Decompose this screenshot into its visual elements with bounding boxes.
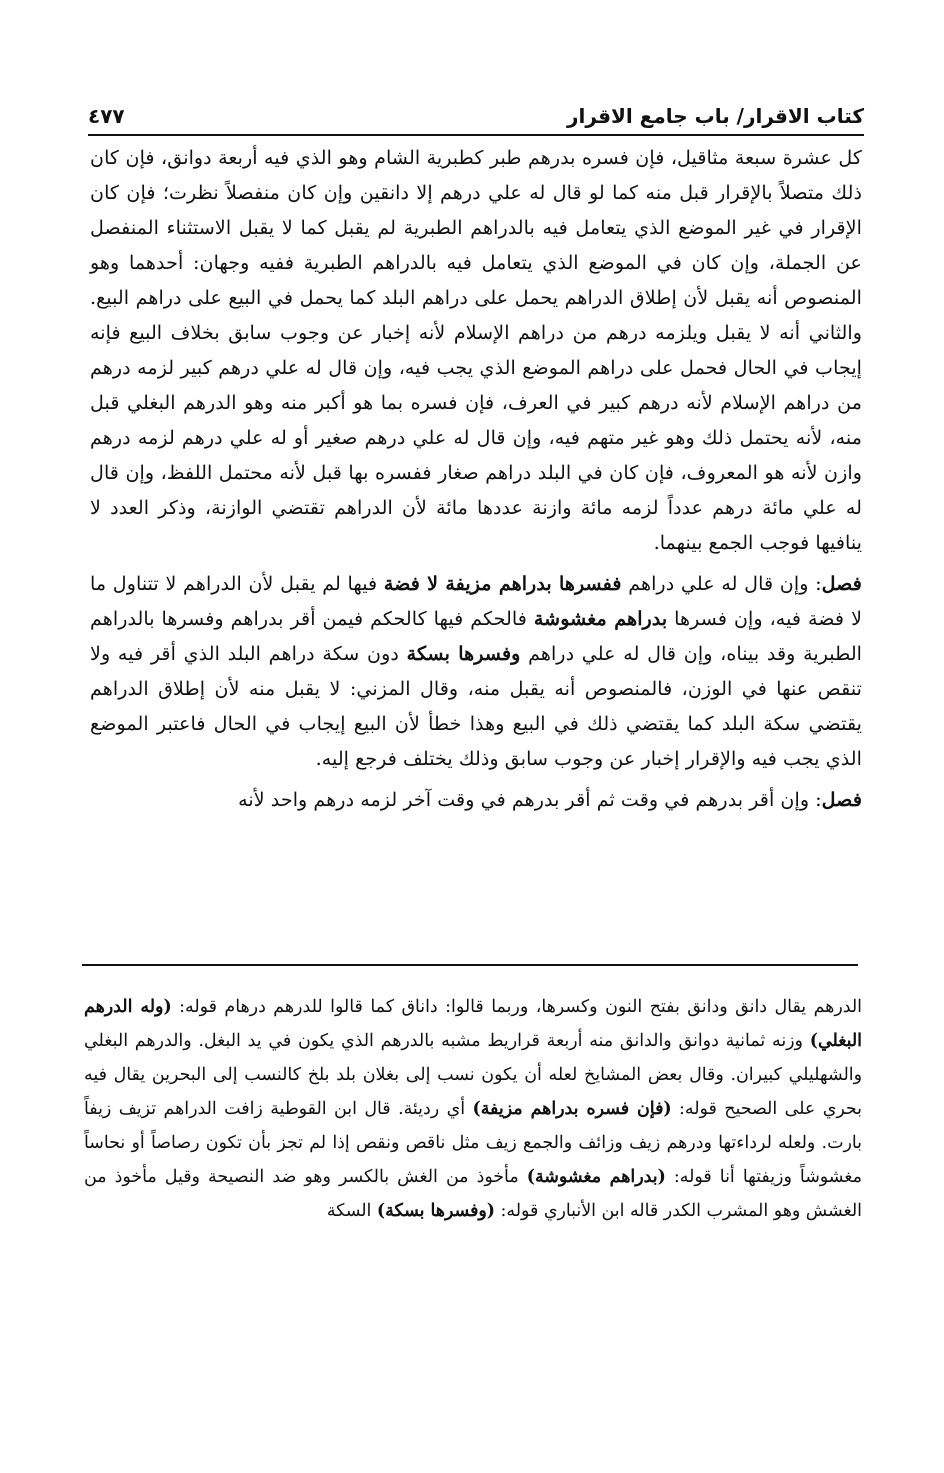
- paragraph-2: [90, 566, 862, 776]
- main-text: [90, 140, 862, 823]
- footnotes: [84, 990, 862, 1228]
- text-run: فيها لم يقبل لأن الدراهم لا تتناول ما لا فضة فيه، وإن فسرها: [90, 572, 863, 630]
- running-title: كتاب الاقرار/ باب جامع الاقرار: [567, 104, 864, 128]
- text-run: : وإن قال له علي دراهم: [621, 572, 822, 595]
- bold-phrase: (فإن فسره بدراهم مزيفة): [472, 1099, 672, 1119]
- bold-phrase: (وفسرها بسكة): [376, 1201, 496, 1221]
- footnote-divider: [82, 964, 858, 966]
- text-run: مأخوذ من الغش بالكسر وهو ضد النصيحة وقيل مأخوذ من الغشش وهو المشرب الكدر قاله ابن الأنباري قوله:: [84, 1167, 862, 1221]
- paragraph-1: كل عشرة سبعة مثاقيل، فإن فسره بدرهم طبر كطبرية الشام وهو الذي فيه أربعة دوانق، فإن كان ذلك متصلاً بالإقرار قبل منه كما لو قال له علي درهم إلا دانقين وإن كان منفصلاً نظرت؛ فإن كان الإقرار في غير الموضع الذي يتعامل فيه بالدراهم الطبرية لم يقبل كما لا يقبل الاستثناء المنفصل عن الجملة، وإن كان في الموضع الذي يتعامل فيه بالدراهم الطبرية ففيه وجهان: أحدهما وهو المنصوص أنه يقبل لأن إطلاق الدراهم يحمل على دراهم البلد كما يحمل في البيع على دراهم البيع. والثاني أنه لا يقبل ويلزمه درهم من دراهم الإسلام لأنه إخبار عن وجوب سابق بخلاف البيع فإنه إيجاب في الحال فحمل على دراهم الموضع الذي يجب فيه، وإن قال له علي درهم كبير لزمه درهم من دراهم الإسلام لأنه درهم كبير في العرف، فإن فسره بما هو أكبر منه وهو الدرهم البغلي قبل منه، لأنه يحتمل ذلك وهو غير متهم فيه، وإن قال له علي درهم صغير أو له علي درهم لزمه درهم وازن لأنه هو المعروف، فإن كان في البلد دراهم صغار ففسره بها قبل لأنه محتمل اللفظ، وإن قال له علي مائة درهم عدداً لزمه مائة وازنة عددها مائة لأن الدراهم تقتضي الوازنة، وذكر العدد لا ينافيها فوجب الجمع بينهما.: [90, 146, 862, 554]
- section-label: فصل: [821, 788, 862, 811]
- bold-phrase: بدراهم مغشوشة: [533, 607, 668, 630]
- section-label: فصل: [821, 572, 862, 595]
- bold-phrase: (وله الدرهم البغلي): [84, 997, 862, 1051]
- page-number: ٤٧٧: [88, 104, 125, 128]
- text-run: وزنه ثمانية دوانق والدانق منه أربعة قراريط مشبه بالدرهم الذي يكون في يد البغل. والدرهم البغلي والشهليلي كبيران. وقال بعض المشايخ لعله أن يكون نسب إلى بغلان بلد بلخ كالنسب إلى البحرين يقال فيه بحري على الصحيح قوله:: [84, 1031, 862, 1119]
- footnote-text: [84, 990, 862, 1228]
- text-run: : وإن أقر بدرهم في وقت ثم أقر بدرهم في وقت آخر لزمه درهم واحد لأنه: [238, 788, 822, 811]
- text-run: دون سكة دراهم البلد الذي أقر فيه ولا تنقص عنها في الوزن، فالمنصوص أنه يقبل منه، وقال المزني: لا يقبل منه لأن إطلاق الدراهم يقتضي سكة البلد كما يقتضي ذلك في البيع وهذا خطأ لأن البيع إيجاب في الحال فاعتبر الموضع الذي يجب فيه والإقرار إخبار عن وجوب سابق وذلك يختلف فرجع إليه.: [90, 642, 862, 770]
- text-run: السكة: [326, 1201, 377, 1221]
- text-run: الدرهم يقال دانق ودانق بفتح النون وكسرها، وربما قالوا: داناق كما قالوا للدرهم درهام قوله:: [171, 997, 862, 1017]
- text-run: أي رديئة. قال ابن القوطية زافت الدراهم تزيف زيفاً بارت. ولعله لرداءتها ودرهم زيف وزائف والجمع زيف مثل ناقص ونقص إذا لم تجز بأن تكون رصاصاً أو نحاساً مغشوشاً وزيفتها أنا قوله:: [84, 1099, 862, 1187]
- paragraph-3: [90, 782, 862, 817]
- bold-phrase: وفسرها بسكة: [406, 642, 521, 665]
- page-header: [88, 88, 864, 136]
- bold-phrase: (بدراهم مغشوشة): [526, 1167, 666, 1187]
- bold-phrase: ففسرها بدراهم مزيفة لا فضة: [383, 572, 622, 595]
- text-run: فالحكم فيها كالحكم فيمن أقر بدراهم وفسرها بالدراهم الطبرية وقد بيناه، وإن قال له علي دراهم: [90, 607, 862, 665]
